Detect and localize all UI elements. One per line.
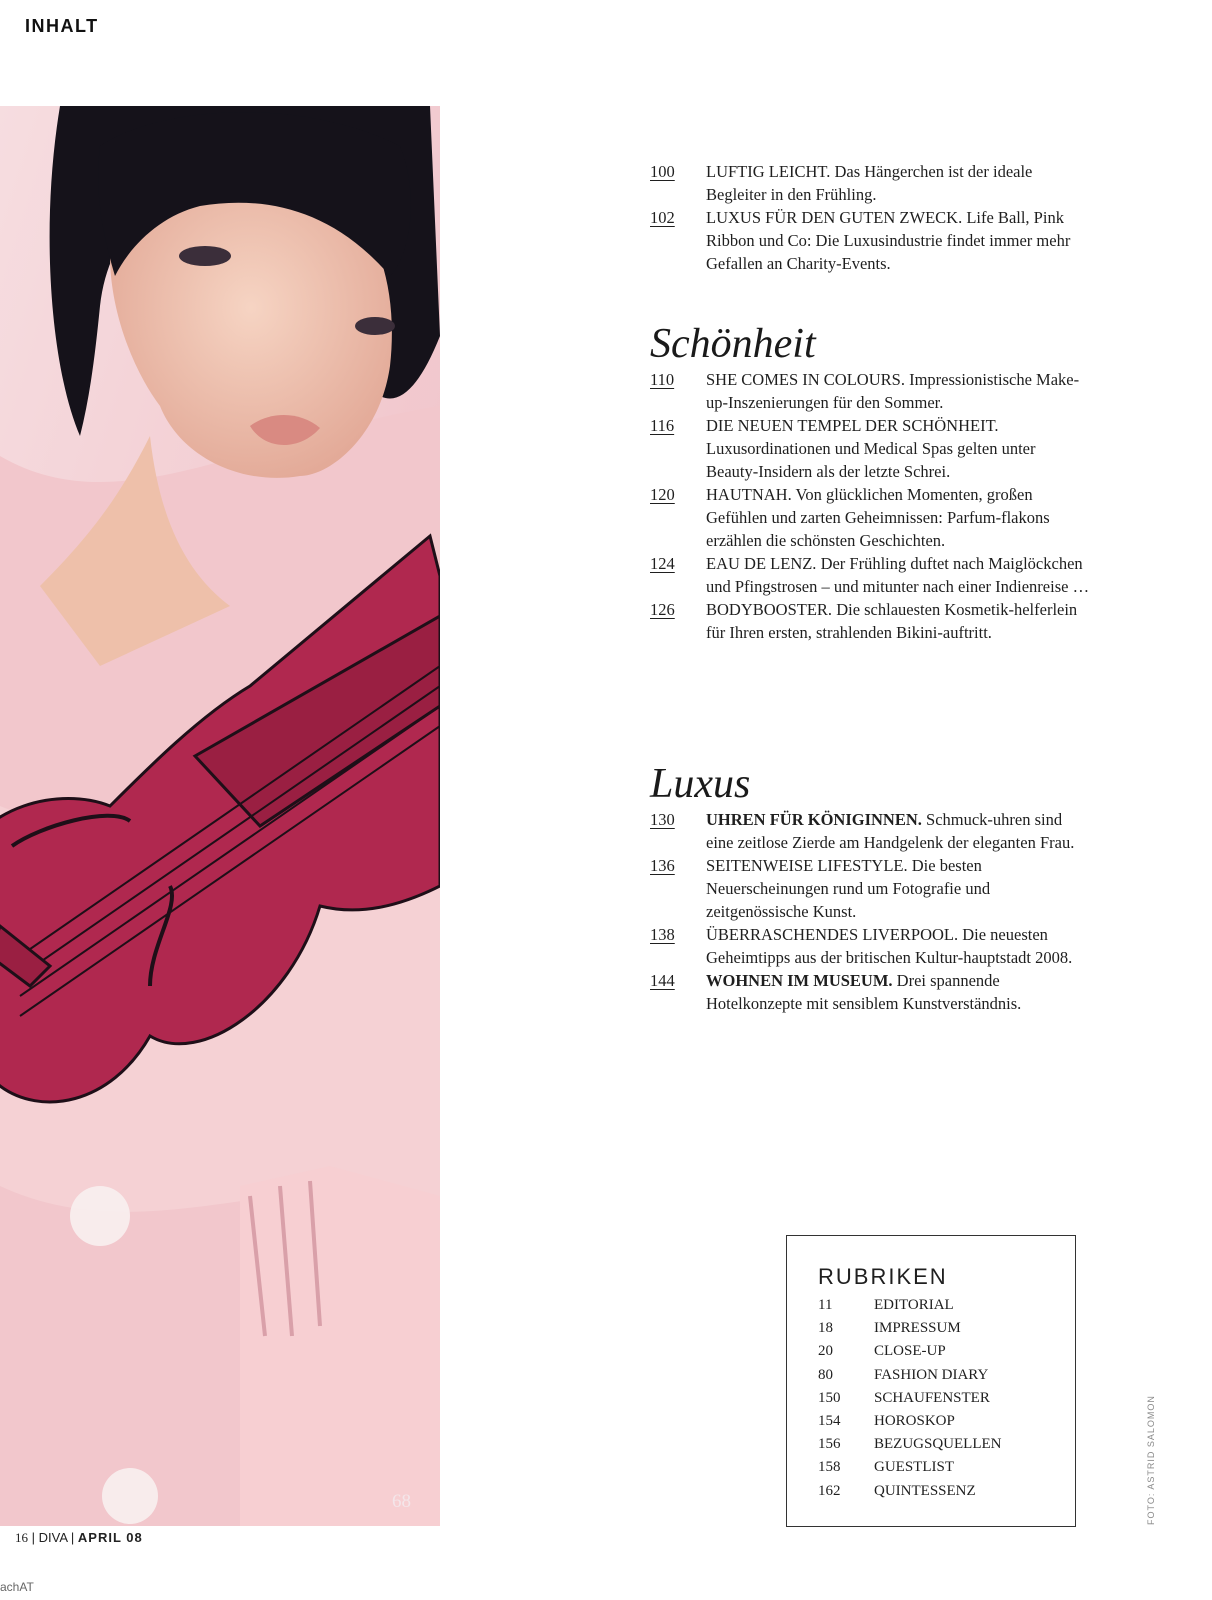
watermark: achAT [0, 1580, 34, 1594]
toc-entry[interactable] [650, 552, 1090, 598]
footer-page-number: 16 [15, 1530, 28, 1545]
rubriken-page: 158 [818, 1459, 841, 1476]
photo-illustration [0, 106, 440, 1526]
toc-entry[interactable] [650, 854, 1090, 923]
rubriken-label: IMPRESSUM [874, 1320, 961, 1337]
toc-entry-text: Die neuesten Geheimtipps aus der britischen Kultur-hauptstadt 2008. [706, 925, 1073, 967]
toc-page-number: 130 [650, 810, 675, 829]
rubriken-page: 11 [818, 1297, 833, 1313]
footer-separator: | [28, 1530, 39, 1545]
toc-page-number: 120 [650, 485, 675, 504]
toc-entry-text: Luxusordinationen und Medical Spas gelten unter Beauty-Insidern als der letzte Schrei. [706, 439, 1036, 481]
rubriken-page: 156 [818, 1436, 841, 1453]
toc-entry-text: Schmuck-uhren sind eine zeitlose Zierde am Handgelenk der eleganten Frau. [706, 810, 1075, 852]
rubriken-box [786, 1235, 1076, 1527]
toc-page-number: 126 [650, 600, 675, 619]
rubriken-label: SCHAUFENSTER [874, 1389, 990, 1406]
rubriken-label: EDITORIAL [874, 1297, 954, 1313]
toc-page-number: 136 [650, 856, 675, 875]
toc-entry[interactable] [650, 969, 1090, 1015]
rubriken-page: 154 [818, 1413, 841, 1430]
toc-intro [650, 160, 1090, 275]
rubriken-label: GUESTLIST [874, 1459, 954, 1476]
rubriken-item[interactable] [818, 1294, 1002, 1317]
toc-entry-text: Der Frühling duftet nach Maiglöckchen und Pfingstrosen – und mitunter nach einer Indienreise … [706, 554, 1090, 596]
rubriken-item[interactable] [818, 1410, 1002, 1433]
toc-entry[interactable] [650, 598, 1090, 644]
toc-entry-title: HAUTNAH. [706, 485, 792, 504]
page-footer [15, 1530, 143, 1546]
footer-separator: | [67, 1530, 78, 1545]
photo-credit: FOTO: ASTRID SALOMON [1146, 1395, 1156, 1525]
toc-page-number: 100 [650, 162, 675, 181]
footer-magazine: DIVA [38, 1530, 68, 1545]
toc-entry-text: Drei spannende Hotelkonzepte mit sensiblem Kunstverständnis. [706, 971, 1022, 1013]
toc-page-number: 138 [650, 925, 675, 944]
toc-entry-title: LUFTIG LEICHT. [706, 162, 831, 181]
rubriken-item[interactable] [818, 1456, 1002, 1479]
section-label: INHALT [25, 16, 99, 36]
toc-entry-title: BODYBOOSTER. [706, 600, 833, 619]
toc-luxus [650, 762, 1090, 1015]
rubriken-page: 18 [818, 1320, 833, 1337]
toc-entry-text: Die schlauesten Kosmetik-helferlein für Ihren ersten, strahlenden Bikini-auftritt. [706, 600, 1078, 642]
toc-entry[interactable] [650, 483, 1090, 552]
rubriken-item[interactable] [818, 1340, 1002, 1363]
rubriken-page: 20 [818, 1343, 833, 1360]
footer-issue: APRIL 08 [77, 1530, 143, 1545]
toc-entry[interactable] [650, 160, 1090, 206]
cover-photo [0, 106, 440, 1526]
toc-page-number: 102 [650, 208, 675, 227]
toc-entry-text: Die besten Neuerscheinungen rund um Fotografie und zeitgenössische Kunst. [706, 856, 991, 921]
toc-entry-text: Life Ball, Pink Ribbon und Co: Die Luxusindustrie findet immer mehr Gefallen an Charity-Events. [706, 208, 1071, 273]
toc-entry-title: UHREN FÜR KÖNIGINNEN. [706, 810, 922, 829]
toc-entry-text: Das Hängerchen ist der ideale Begleiter in den Frühling. [706, 162, 1033, 204]
toc-page-number: 116 [650, 416, 675, 435]
rubriken-label: QUINTESSENZ [874, 1482, 976, 1499]
rubriken-page: 162 [818, 1482, 841, 1499]
section-heading-schoenheit: Schönheit [650, 321, 816, 367]
rubriken-label: CLOSE-UP [874, 1343, 946, 1360]
toc-page-number: 144 [650, 971, 675, 990]
toc-entry-text: Von glücklichen Momenten, großen Gefühlen und zarten Geheimnissen: Parfum-flakons erzählen die schönsten Geschichten. [706, 485, 1050, 550]
toc-entry[interactable] [650, 414, 1090, 483]
section-heading-luxus: Luxus [650, 761, 751, 807]
toc-schoenheit [650, 322, 1090, 644]
rubriken-item[interactable] [818, 1387, 1002, 1410]
rubriken-item[interactable] [818, 1433, 1002, 1456]
toc-entry-text: Impressionistische Make-up-Inszenierungen für den Sommer. [706, 370, 1080, 412]
toc-entry-title: DIE NEUEN TEMPEL DER SCHÖNHEIT. [706, 416, 999, 435]
rubriken-page: 150 [818, 1389, 841, 1406]
toc-entry-title: SEITENWEISE LIFESTYLE. [706, 856, 908, 875]
rubriken-list [818, 1294, 1002, 1503]
toc-entry-title: LUXUS FÜR DEN GUTEN ZWECK. [706, 208, 963, 227]
toc-page-number: 110 [650, 370, 675, 389]
toc-page-number: 124 [650, 554, 675, 573]
toc-entry[interactable] [650, 206, 1090, 275]
rubriken-item[interactable] [818, 1480, 1002, 1503]
toc-entry-title: WOHNEN IM MUSEUM. [706, 971, 893, 990]
toc-entry[interactable] [650, 808, 1090, 854]
rubriken-label: FASHION DIARY [874, 1366, 989, 1383]
toc-entry-title: EAU DE LENZ. [706, 554, 817, 573]
rubriken-item[interactable] [818, 1364, 1002, 1387]
toc-entry-title: ÜBERRASCHENDES LIVERPOOL. [706, 925, 959, 944]
toc-entry-title: SHE COMES IN COLOURS. [706, 370, 905, 389]
rubriken-label: BEZUGSQUELLEN [874, 1436, 1002, 1453]
toc-entry[interactable] [650, 923, 1090, 969]
toc-entry[interactable] [650, 368, 1090, 414]
rubriken-item[interactable] [818, 1317, 1002, 1340]
photo-page-number: 68 [392, 1491, 411, 1512]
rubriken-label: HOROSKOP [874, 1413, 955, 1430]
rubriken-page: 80 [818, 1366, 833, 1383]
rubriken-title: RUBRIKEN [818, 1264, 948, 1289]
